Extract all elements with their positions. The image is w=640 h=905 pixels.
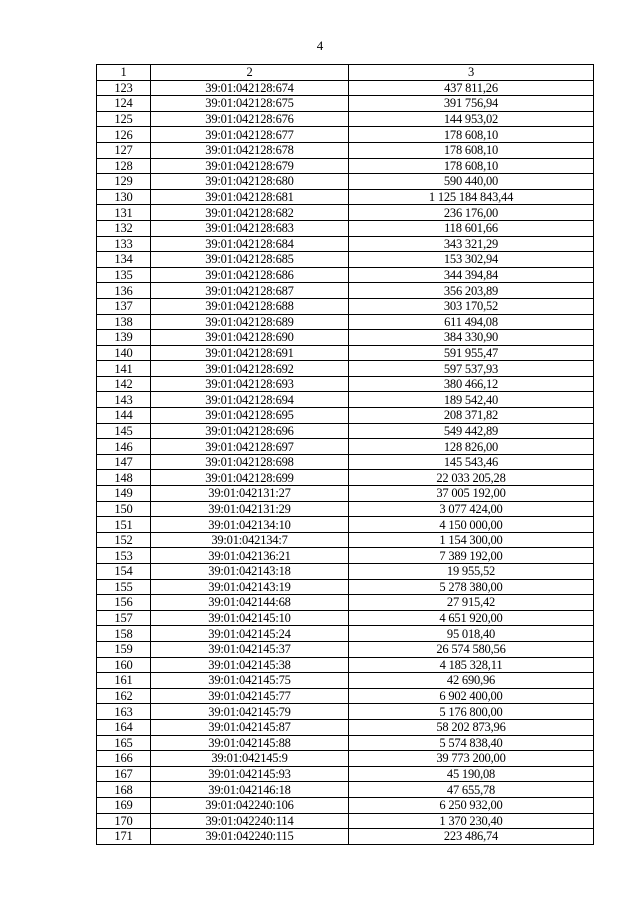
header-col-1: 1 — [97, 65, 151, 81]
row-number-cell: 167 — [97, 766, 151, 782]
table-row — [97, 439, 594, 455]
cadastral-number-cell: 39:01:042134:10 — [151, 517, 349, 533]
row-number-cell: 147 — [97, 454, 151, 470]
table-row — [97, 486, 594, 502]
cadastral-number-cell: 39:01:042143:18 — [151, 564, 349, 580]
row-number-cell: 146 — [97, 439, 151, 455]
table-row — [97, 392, 594, 408]
row-number-cell: 169 — [97, 797, 151, 813]
cadastral-number-cell: 39:01:042128:686 — [151, 267, 349, 283]
cadastral-number-cell: 39:01:042128:694 — [151, 392, 349, 408]
table-row — [97, 813, 594, 829]
row-number-cell: 126 — [97, 127, 151, 143]
cadastral-number-cell: 39:01:042145:24 — [151, 626, 349, 642]
row-number-cell: 163 — [97, 704, 151, 720]
table-row — [97, 517, 594, 533]
value-cell: 27 915,42 — [349, 595, 594, 611]
table-row — [97, 548, 594, 564]
table-row — [97, 719, 594, 735]
cadastral-number-cell: 39:01:042145:10 — [151, 610, 349, 626]
value-cell: 6 902 400,00 — [349, 688, 594, 704]
cadastral-number-cell: 39:01:042145:75 — [151, 673, 349, 689]
table-row — [97, 423, 594, 439]
table-row — [97, 174, 594, 190]
value-cell: 45 190,08 — [349, 766, 594, 782]
row-number-cell: 140 — [97, 345, 151, 361]
table-row — [97, 641, 594, 657]
table-row — [97, 454, 594, 470]
row-number-cell: 129 — [97, 174, 151, 190]
value-cell: 19 955,52 — [349, 564, 594, 580]
cadastral-number-cell: 39:01:042128:675 — [151, 96, 349, 112]
table-row — [97, 704, 594, 720]
table-row — [97, 782, 594, 798]
value-cell: 391 756,94 — [349, 96, 594, 112]
table-row — [97, 766, 594, 782]
table-header — [97, 65, 594, 81]
table-row — [97, 564, 594, 580]
value-cell: 384 330,90 — [349, 330, 594, 346]
row-number-cell: 145 — [97, 423, 151, 439]
cadastral-number-cell: 39:01:042240:114 — [151, 813, 349, 829]
cadastral-number-cell: 39:01:042146:18 — [151, 782, 349, 798]
row-number-cell: 125 — [97, 111, 151, 127]
cadastral-number-cell: 39:01:042145:88 — [151, 735, 349, 751]
value-cell: 344 394,84 — [349, 267, 594, 283]
row-number-cell: 131 — [97, 205, 151, 221]
row-number-cell: 151 — [97, 517, 151, 533]
cadastral-number-cell: 39:01:042128:689 — [151, 314, 349, 330]
value-cell: 4 185 328,11 — [349, 657, 594, 673]
page-number: 4 — [316, 38, 324, 53]
cadastral-number-cell: 39:01:042128:684 — [151, 236, 349, 252]
table-row — [97, 142, 594, 158]
row-number-cell: 136 — [97, 283, 151, 299]
table-row — [97, 626, 594, 642]
table-row — [97, 673, 594, 689]
cadastral-number-cell: 39:01:042128:696 — [151, 423, 349, 439]
cadastral-number-cell: 39:01:042128:678 — [151, 142, 349, 158]
cadastral-number-cell: 39:01:042128:682 — [151, 205, 349, 221]
table-row — [97, 688, 594, 704]
table-row — [97, 220, 594, 236]
row-number-cell: 128 — [97, 158, 151, 174]
value-cell: 4 651 920,00 — [349, 610, 594, 626]
table-row — [97, 408, 594, 424]
value-cell: 5 574 838,40 — [349, 735, 594, 751]
value-cell: 590 440,00 — [349, 174, 594, 190]
row-number-cell: 161 — [97, 673, 151, 689]
value-cell: 22 033 205,28 — [349, 470, 594, 486]
row-number-cell: 137 — [97, 298, 151, 314]
value-cell: 128 826,00 — [349, 439, 594, 455]
cadastral-number-cell: 39:01:042128:699 — [151, 470, 349, 486]
table-row — [97, 361, 594, 377]
table-row — [97, 501, 594, 517]
table-row — [97, 345, 594, 361]
table-row — [97, 829, 594, 845]
cadastral-number-cell: 39:01:042128:692 — [151, 361, 349, 377]
row-number-cell: 153 — [97, 548, 151, 564]
cadastral-number-cell: 39:01:042128:685 — [151, 252, 349, 268]
value-cell: 1 370 230,40 — [349, 813, 594, 829]
row-number-cell: 158 — [97, 626, 151, 642]
cadastral-number-cell: 39:01:042128:697 — [151, 439, 349, 455]
row-number-cell: 142 — [97, 376, 151, 392]
table-row — [97, 314, 594, 330]
table-row — [97, 751, 594, 767]
row-number-cell: 150 — [97, 501, 151, 517]
value-cell: 7 389 192,00 — [349, 548, 594, 564]
value-cell: 39 773 200,00 — [349, 751, 594, 767]
cadastral-number-cell: 39:01:042240:106 — [151, 797, 349, 813]
cadastral-number-cell: 39:01:042145:37 — [151, 641, 349, 657]
value-cell: 178 608,10 — [349, 127, 594, 143]
value-cell: 597 537,93 — [349, 361, 594, 377]
row-number-cell: 130 — [97, 189, 151, 205]
row-number-cell: 139 — [97, 330, 151, 346]
table-row — [97, 657, 594, 673]
cadastral-number-cell: 39:01:042128:674 — [151, 80, 349, 96]
row-number-cell: 132 — [97, 220, 151, 236]
row-number-cell: 144 — [97, 408, 151, 424]
header-col-3: 3 — [349, 65, 594, 81]
value-cell: 343 321,29 — [349, 236, 594, 252]
table-row — [97, 236, 594, 252]
row-number-cell: 160 — [97, 657, 151, 673]
row-number-cell: 156 — [97, 595, 151, 611]
cadastral-number-cell: 39:01:042128:693 — [151, 376, 349, 392]
table-header-row — [97, 65, 594, 81]
cadastral-number-cell: 39:01:042128:679 — [151, 158, 349, 174]
table-row — [97, 267, 594, 283]
row-number-cell: 133 — [97, 236, 151, 252]
row-number-cell: 155 — [97, 579, 151, 595]
cadastral-number-cell: 39:01:042145:79 — [151, 704, 349, 720]
value-cell: 58 202 873,96 — [349, 719, 594, 735]
cadastral-number-cell: 39:01:042131:27 — [151, 486, 349, 502]
cadastral-number-cell: 39:01:042145:9 — [151, 751, 349, 767]
cadastral-number-cell: 39:01:042144:68 — [151, 595, 349, 611]
cadastral-number-cell: 39:01:042240:115 — [151, 829, 349, 845]
value-cell: 6 250 932,00 — [349, 797, 594, 813]
cadastral-number-cell: 39:01:042128:680 — [151, 174, 349, 190]
value-cell: 37 005 192,00 — [349, 486, 594, 502]
cadastral-number-cell: 39:01:042128:677 — [151, 127, 349, 143]
row-number-cell: 141 — [97, 361, 151, 377]
value-cell: 549 442,89 — [349, 423, 594, 439]
row-number-cell: 127 — [97, 142, 151, 158]
value-cell: 437 811,26 — [349, 80, 594, 96]
table-row — [97, 797, 594, 813]
table-body — [97, 80, 594, 844]
table-row — [97, 111, 594, 127]
row-number-cell: 138 — [97, 314, 151, 330]
header-col-2: 2 — [151, 65, 349, 81]
table-row — [97, 470, 594, 486]
value-cell: 178 608,10 — [349, 142, 594, 158]
table-row — [97, 252, 594, 268]
table-row — [97, 127, 594, 143]
cadastral-number-cell: 39:01:042134:7 — [151, 532, 349, 548]
value-cell: 1 154 300,00 — [349, 532, 594, 548]
value-cell: 189 542,40 — [349, 392, 594, 408]
cadastral-number-cell: 39:01:042128:698 — [151, 454, 349, 470]
table-row — [97, 96, 594, 112]
row-number-cell: 154 — [97, 564, 151, 580]
cadastral-number-cell: 39:01:042136:21 — [151, 548, 349, 564]
value-cell: 208 371,82 — [349, 408, 594, 424]
row-number-cell: 157 — [97, 610, 151, 626]
table-row — [97, 579, 594, 595]
value-cell: 3 077 424,00 — [349, 501, 594, 517]
cadastral-number-cell: 39:01:042128:691 — [151, 345, 349, 361]
row-number-cell: 166 — [97, 751, 151, 767]
value-cell: 1 125 184 843,44 — [349, 189, 594, 205]
table-row — [97, 376, 594, 392]
row-number-cell: 159 — [97, 641, 151, 657]
cadastral-number-cell: 39:01:042128:690 — [151, 330, 349, 346]
table-row — [97, 189, 594, 205]
cadastral-number-cell: 39:01:042145:93 — [151, 766, 349, 782]
cadastral-number-cell: 39:01:042145:87 — [151, 719, 349, 735]
row-number-cell: 168 — [97, 782, 151, 798]
value-cell: 591 955,47 — [349, 345, 594, 361]
row-number-cell: 162 — [97, 688, 151, 704]
cadastral-number-cell: 39:01:042131:29 — [151, 501, 349, 517]
row-number-cell: 148 — [97, 470, 151, 486]
table-row — [97, 735, 594, 751]
value-cell: 380 466,12 — [349, 376, 594, 392]
value-cell: 153 302,94 — [349, 252, 594, 268]
value-cell: 303 170,52 — [349, 298, 594, 314]
row-number-cell: 134 — [97, 252, 151, 268]
value-cell: 611 494,08 — [349, 314, 594, 330]
table-row — [97, 595, 594, 611]
row-number-cell: 135 — [97, 267, 151, 283]
value-cell: 5 176 800,00 — [349, 704, 594, 720]
cadastral-number-cell: 39:01:042143:19 — [151, 579, 349, 595]
table-row — [97, 330, 594, 346]
cadastral-number-cell: 39:01:042128:687 — [151, 283, 349, 299]
value-cell: 236 176,00 — [349, 205, 594, 221]
value-cell: 178 608,10 — [349, 158, 594, 174]
row-number-cell: 124 — [97, 96, 151, 112]
value-cell: 5 278 380,00 — [349, 579, 594, 595]
value-cell: 4 150 000,00 — [349, 517, 594, 533]
row-number-cell: 164 — [97, 719, 151, 735]
row-number-cell: 165 — [97, 735, 151, 751]
cadastral-value-table — [96, 64, 594, 845]
cadastral-number-cell: 39:01:042128:683 — [151, 220, 349, 236]
value-cell: 95 018,40 — [349, 626, 594, 642]
row-number-cell: 170 — [97, 813, 151, 829]
value-cell: 42 690,96 — [349, 673, 594, 689]
value-cell: 26 574 580,56 — [349, 641, 594, 657]
table-row — [97, 158, 594, 174]
table-row — [97, 532, 594, 548]
row-number-cell: 143 — [97, 392, 151, 408]
cadastral-number-cell: 39:01:042145:38 — [151, 657, 349, 673]
value-cell: 145 543,46 — [349, 454, 594, 470]
row-number-cell: 149 — [97, 486, 151, 502]
table-row — [97, 298, 594, 314]
cadastral-number-cell: 39:01:042145:77 — [151, 688, 349, 704]
row-number-cell: 123 — [97, 80, 151, 96]
cadastral-number-cell: 39:01:042128:688 — [151, 298, 349, 314]
cadastral-number-cell: 39:01:042128:695 — [151, 408, 349, 424]
value-cell: 47 655,78 — [349, 782, 594, 798]
table-row — [97, 205, 594, 221]
cadastral-number-cell: 39:01:042128:681 — [151, 189, 349, 205]
table-row — [97, 283, 594, 299]
table-row — [97, 80, 594, 96]
value-cell: 223 486,74 — [349, 829, 594, 845]
cadastral-number-cell: 39:01:042128:676 — [151, 111, 349, 127]
row-number-cell: 152 — [97, 532, 151, 548]
row-number-cell: 171 — [97, 829, 151, 845]
value-cell: 356 203,89 — [349, 283, 594, 299]
value-cell: 144 953,02 — [349, 111, 594, 127]
table-row — [97, 610, 594, 626]
value-cell: 118 601,66 — [349, 220, 594, 236]
